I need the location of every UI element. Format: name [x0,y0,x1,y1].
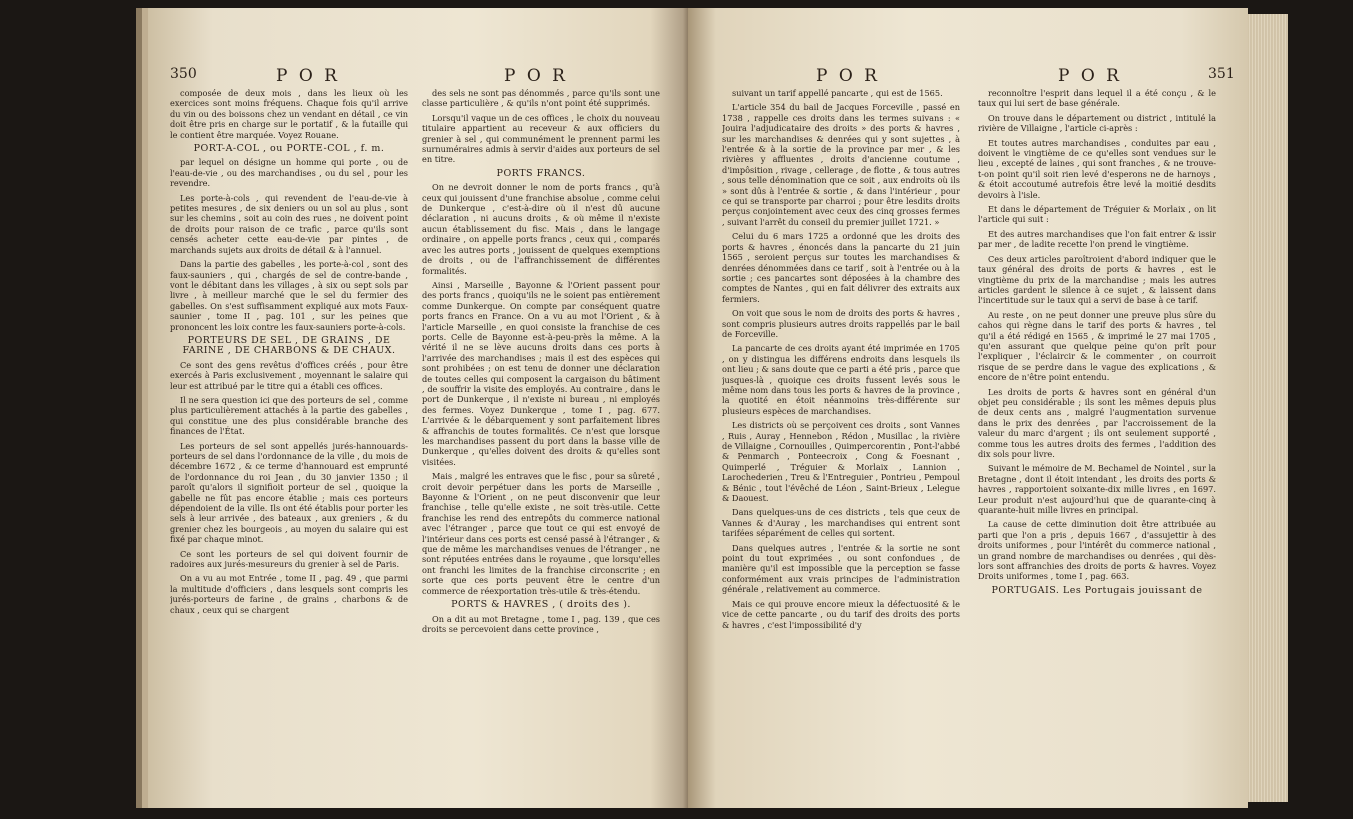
section-heading: PORT-A-COL , ou PORTE-COL , f. m. [193,143,385,155]
paragraph: On voit que sous le nom de droits des ports & havres , sont compris plusieurs autres droits rappellés par le bail de Forceville. [722,308,960,339]
paragraph: On a dit au mot Bretagne , tome I , pag. 139 , que ces droits se percevoient dans cette province , [422,613,660,634]
paragraph: Au reste , on ne peut donner une preuve plus sûre du cahos qui règne dans le tarif des ports & havres , tel qu'il a été rédigé en 1565 , & imprimé le 27 mai 1705 , qu'en assurant que quelque peine qu'on prît pour l'expliquer , l'éclaircir & le commenter , on courroit risque de se perdre dans le vague des explications , & encore de n'être point entendu. [978,309,1216,383]
paragraph: des sels ne sont pas dénommés , parce qu'ils sont une classe particulière , & qu'ils n'ont point été supprimés. [422,88,660,109]
paragraph: composée de deux mois , dans les lieux où les exercices sont moins fréquens. Chaque fois qu'il arrive du vin ou des boissons chez un vendant en détail , ce vin doit être pris en charge sur le portatif , & la futaille qui le contient être marquée. Voyez Rouane. [170,88,408,140]
running-header: P O R [276,66,340,86]
paragraph: On trouve dans le département ou district , intitulé la rivière de Villaigne , l'article ci-après : [978,112,1216,134]
paragraph: Celui du 6 mars 1725 a ordonné que les droits des ports & havres , énoncés dans la pancarte du 21 juin 1565 , seroient perçus sur toutes les marchandises & denrées dénommées dans ce tarif , soit à l'entrée ou à la sortie ; ces pancartes sont déposées à la chambre des comptes de Nantes , qui en fait délivrer des extraits aux fermiers. [722,231,960,304]
paragraph: La pancarte de ces droits ayant été imprimée en 1705 , on y distingua les différens endroits dans lesquels ils ont lieu ; & sans doute que ce parti a été pris , parce que jusques-là , quoique ces droits fussent levés sous le même nom dans tous les ports & havres de la province , la quotité en étoit néanmoins très-différente sur plusieurs espèces de marchandises. [722,343,960,416]
paragraph: Dans quelques-uns de ces districts , tels que ceux de Vannes & d'Auray , les marchandises qui entrent sont tarifées séparément de celles qui sortent. [722,507,960,539]
paragraph: Les districts où se perçoivent ces droits , sont Vannes , Ruis , Auray , Hennebon , Rédon , Musillac , la rivière de Villaigne , Cornouilles , Quimpercorentin , Pont-l'abbé & Penmarch , Ponteecroix , Cong & Foesnant , Quimperlé , Tréguier & Morlaix , Lannion , Larochederien , Treu & l'Entreguier , Pontrieu , Pempoul & Bénic , tout l'évêché de Léon , Saint-Brieux , Lelegue & Daouest. [722,420,960,504]
paragraph: Et des autres marchandises que l'on fait entrer & issir par mer , de ladite recette l'on prend le vingtième. [978,228,1216,250]
text-column [170,88,408,803]
left-page [148,8,688,808]
paragraph: par lequel on désigne un homme qui porte , ou de l'eau-de-vie , ou des marchandises , ou du sel , pour les revendre. [170,157,408,189]
paragraph: Et dans le département de Tréguier & Morlaix , on lit l'article qui suit : [978,204,1216,225]
page-number: 351 [1208,66,1235,82]
paragraph: Les porte-à-cols , qui revendent de l'eau-de-vie à petites mesures , de six deniers ou un sol au plus , sont sur les chemins , soit au coin des rues , ne doivent point de droits pour raison de ce trafic , parce qu'ils sont censés acheter cette eau-de-vie par pintes , de marchands sujets aux droits de détail & à l'annuel. [170,192,408,255]
paragraph: Mais ce qui prouve encore mieux la défectuosité & le vice de cette pancarte , ou du tarif des droits des ports & havres , c'est l'impossibilité d'y [722,598,960,630]
paragraph: On a vu au mot Entrée , tome II , pag. 49 , que parmi la multitude d'officiers , dans lesquels sont compris les jurés-porteurs de farine , de grains , charbons & de chaux , ceux qui se chargent [170,573,408,615]
paragraph: suivant un tarif appellé pancarte , qui est de 1565. [732,88,943,98]
paragraph: Il ne sera question ici que des porteurs de sel , comme plus particulièrement attachés à la partie des gabelles , qui constitue une des plus considérable branche des finances de l'État. [170,394,408,437]
right-page [688,8,1248,808]
text-column [722,88,960,803]
paragraph: Ce sont les porteurs de sel qui doivent fournir de radoires aux jurés-mesureurs du grenier à sel de Paris. [170,548,408,570]
paragraph: On ne devroit donner le nom de ports francs , qu'à ceux qui jouissent d'une franchise absolue , comme celui de Dunkerque , c'est-à-dire où il n'est dû aucune déclaration , ni aucuns droits , & où même il n'existe aucun établissement du fisc. Mais , dans le langage ordinaire , on appelle ports francs , ceux qui , comparés avec les autres ports , jouissent de quelques exemptions de droits , ou de l'affranchissement de différentes formalités. [422,182,660,276]
running-header: P O R [1058,66,1122,86]
paragraph: La cause de cette diminution doit être attribuée au parti que l'on a pris , depuis 1667 , d'assujettir à des droits uniformes , pour l'intérêt du commerce national , un grand nombre de marchandises ou denrées , qui dès-lors sont affranchies des droits de ports & havres. Voyez Droits uniformes , tome I , pag. 663. [978,519,1216,582]
paragraph: Les porteurs de sel sont appellés jurés-hannouards-porteurs de sel dans l'ordonnance de la ville , du mois de décembre 1672 , & ce terme d'hannouard est emprunté de l'ordonnance du roi Jean , du 30 janvier 1350 ; il paroît qu'alors il signifioit porteur de sel , quoique la gabelle ne fût pas encore établie ; mais ces porteurs dépendoient de la ville. Ils ont été établis pour porter les sels à leur arrivée , des bateaux , aux greniers , & du grenier chez les bourgeois , au moyen du salaire qui est fixé par chaque minot. [170,440,408,545]
paragraph: Suivant le mémoire de M. Bechamel de Nointel , sur la Bretagne , dont il étoit intendant , les droits des ports & havres , rapportoient soixante-dix mille livres , en 1697. Leur produit n'est aujourd'hui que de quarante-cinq à quarante-huit mille livres en principal. [978,463,1216,516]
section-heading: PORTUGAIS. Les Portugais jouissant de [991,584,1203,596]
paragraph: Et toutes autres marchandises , conduites par eau , doivent le vingtième de ce qu'elles sont vendues sur le lieu , excepté de laines , qui sont franches , & ne trouve-t-on point qu'il soit rien levé d'esperons ne de harnoys , & étoit accoutumé autrefois être levé la moitié desdits devoirs à l'isle. [978,137,1216,200]
paragraph: reconnoître l'esprit dans lequel il a été conçu , & le taux qui lui sert de base générale. [978,88,1216,109]
section-heading: PORTS FRANCS. [496,167,586,179]
paragraph: Dans la partie des gabelles , les porte-à-col , sont des faux-sauniers , qui , chargés de sel de contre-bande , vont le débitant dans les villages , à six ou sept sols par livre , à meilleur marché que le sel du fermier des gabelles. On s'est suffisamment expliqué aux mots Faux-saunier , tome II , pag. 101 , sur les peines que prononcent les loix contre les faux-sauniers porte-à-cols. [170,259,408,332]
text-column [422,88,660,803]
section-heading: PORTEURS DE SEL , DE GRAINS , DE FARINE , DE CHARBONS & DE CHAUX. [182,334,396,357]
paragraph: Lorsqu'il vaque un de ces offices , le choix du nouveau titulaire appartient au receveur & aux officiers du grenier à sel , qui communément le prennent parmi les surnuméraires admis à servir d'aides aux porteurs de sel en titre. [422,112,660,165]
paragraph: L'article 354 du bail de Jacques Forceville , passé en 1738 , rappelle ces droits dans les termes suivans : « Jouira l'adjudicataire des droits » des ports & havres , sur les marchandises & denrées qui y sont sujettes , à l'entrée & à la sortie de la province par mer , & les rivières y affluentes , droits d'ancienne coutume , d'impôsition , rivage , cellerage , de flotte , & tous autres , sous telle dénomination que ce soit , aux endroits où ils » sont dûs à l'entrée & sortie , & dans l'intérieur , pour ce qui se transporte par charroi ; pour être lesdits droits perçus conjointement avec ceux des cinq grosses fermes , suivant l'arrêt du conseil du premier juillet 1721. » [722,102,960,227]
running-header: P O R [816,66,880,86]
open-book [118,8,1348,808]
paragraph: Mais , malgré les entraves que le fisc , pour sa sûreté , croit devoir perpétuer dans les ports de Marseille , Bayonne & l'Orient , on ne peut disconvenir que leur franchise , telle qu'elle existe , ne soit très-utile. Cette franchise les rend des entrepôts du commerce national avec l'étranger , parce que tout ce qui est envoyé de l'intérieur dans ces ports est censé passé à l'étranger , & que de même les marchandises venues de l'étranger , ne sont réputées entrées dans le royaume , que lorsqu'elles ont franchi les limites de la franchise circonscrite ; en sorte que ces ports peuvent être le centre d'un commerce de réexportation très-utile & très-étendu. [422,471,660,596]
text-column [978,88,1216,803]
paragraph: Ce sont des gens revêtus d'offices créés , pour être exercés à Paris exclusivement , moyennant le salaire qui leur est attribué par le titre qui a établi ces offices. [170,359,408,391]
section-heading: PORTS & HAVRES , ( droits des ). [451,599,631,611]
paragraph: Ainsi , Marseille , Bayonne & l'Orient passent pour des ports francs , quoiqu'ils ne le soient pas entièrement comme Dunkerque. On compte par conséquent quatre ports francs en France. On a vu au mot l'Orient , & à l'article Marseille , en quoi consiste la franchise de ces ports. Celle de Bayonne est-à-peu-près la même. A la vérité il ne se lève aucuns droits dans ces ports à l'arrivée des marchandises ; mais il est des espèces qui sont prohibées ; on est tenu de donner une déclaration de toutes celles qui composent la cargaison du bâtiment , de souffrir la visite des employés. Au contraire , dans le port de Dunkerque , il n'existe ni bureau , ni employés des fermes. Voyez Dunkerque , tome I , pag. 677. L'arrivée & le débarquement y sont parfaitement libres & affranchis de toutes formalités. Ce n'est que lorsque les marchandises passent du port dans la basse ville de Dunkerque , qu'elles doivent des droits & qu'elles sont visitées. [422,279,660,467]
page-number: 350 [170,66,197,82]
page-edges [1248,14,1288,802]
paragraph: Les droits de ports & havres sont en général d'un objet peu considérable ; ils sont les mêmes depuis plus de deux cents ans , malgré l'augmentation survenue dans le prix des denrées , par l'accroissement de la valeur du marc d'argent ; ils ont seulement supporté , comme tous les autres droits des fermes , l'addition des dix sols pour livre. [978,386,1216,459]
paragraph: Ces deux articles paroîtroient d'abord indiquer que le taux général des droits de ports & havres , est le vingtième du prix de la marchandise ; mais les autres articles gardent le silence à ce sujet , & laissent dans l'incertitude sur le taux qui a servi de base à ce tarif. [978,253,1216,306]
paragraph: Dans quelques autres , l'entrée & la sortie ne sont point du tout exprimées , ou sont confondues , de manière qu'il est impossible que la perception se fasse conformément aux vrais principes de l'administration générale , relativement au commerce. [722,542,960,595]
running-header: P O R [504,66,568,86]
